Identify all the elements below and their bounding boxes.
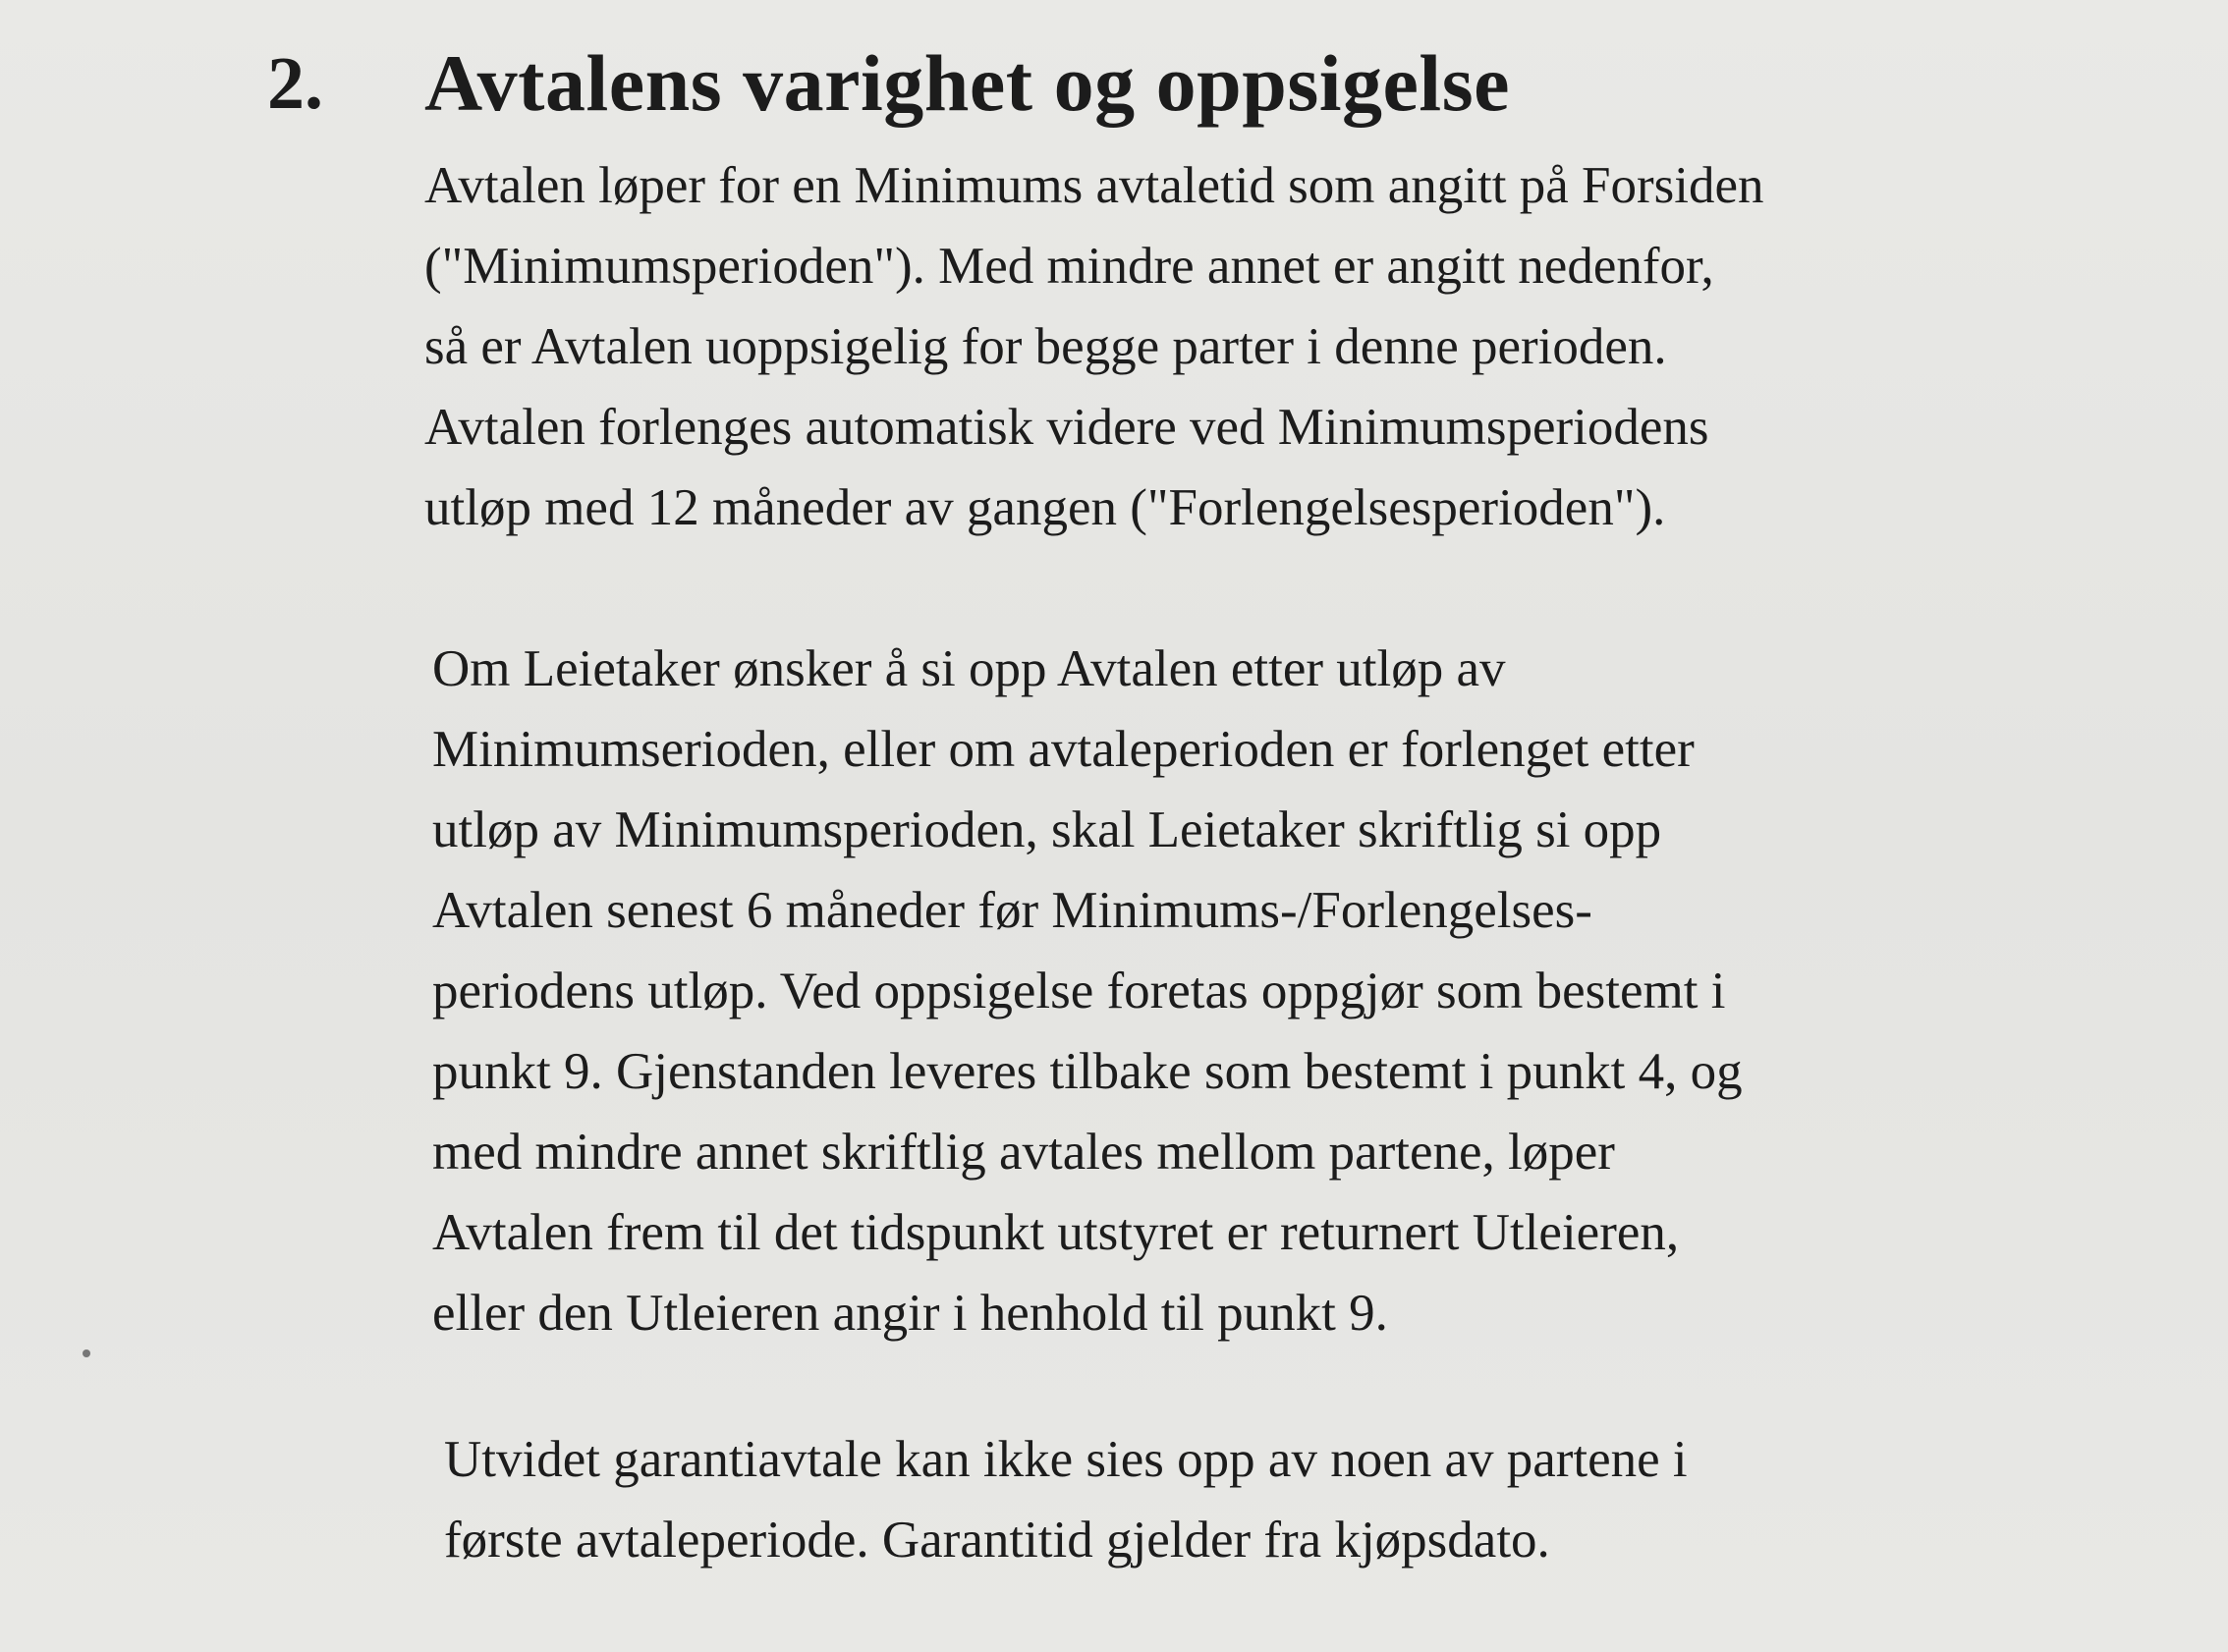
paragraph-line: Avtalen senest 6 måneder før Minimums-/Forlengelses- [432,882,1592,939]
paragraph-line: ("Minimumsperioden"). Med mindre annet er angitt nedenfor, [424,238,1714,295]
section-number: 2. [267,41,323,125]
section-heading [267,29,1510,138]
paragraph-line: Utvidet garantiavtale kan ikke sies opp av noen av partene i [444,1431,1688,1488]
paragraph-line: Avtalen forlenges automatisk videre ved Minimumsperiodens [424,399,1709,456]
paragraph-termination [432,629,1743,1353]
paragraph-line: Minimumserioden, eller om avtaleperioden er forlenget etter [432,721,1695,778]
paragraph-line: eller den Utleieren angir i henhold til punkt 9. [432,1285,1388,1342]
paragraph-line: med mindre annet skriftlig avtales mellom partene, løper [432,1124,1615,1181]
paragraph-line: utløp med 12 måneder av gangen ("Forlengelsesperioden"). [424,479,1666,536]
paragraph-line: Om Leietaker ønsker å si opp Avtalen etter utløp av [432,640,1506,697]
section-title: Avtalens varighet og oppsigelse [424,38,1511,128]
stray-dot [83,1349,90,1357]
paragraph-line: periodens utløp. Ved oppsigelse foretas oppgjør som bestemt i [432,963,1726,1019]
paragraph-line: utløp av Minimumsperioden, skal Leietaker skriftlig si opp [432,801,1662,858]
paragraph-line: Avtalen frem til det tidspunkt utstyret er returnert Utleieren, [432,1204,1680,1261]
paragraph-line: første avtaleperiode. Garantitid gjelder fra kjøpsdato. [444,1512,1550,1569]
paragraph-warranty [444,1419,1688,1580]
paragraph-line: så er Avtalen uoppsigelig for begge parter i denne perioden. [424,318,1667,375]
paragraph-minimum-period [424,145,1764,548]
paragraph-line: punkt 9. Gjenstanden leveres tilbake som bestemt i punkt 4, og [432,1043,1743,1100]
paragraph-line: Avtalen løper for en Minimums avtaletid som angitt på Forsiden [424,157,1764,214]
